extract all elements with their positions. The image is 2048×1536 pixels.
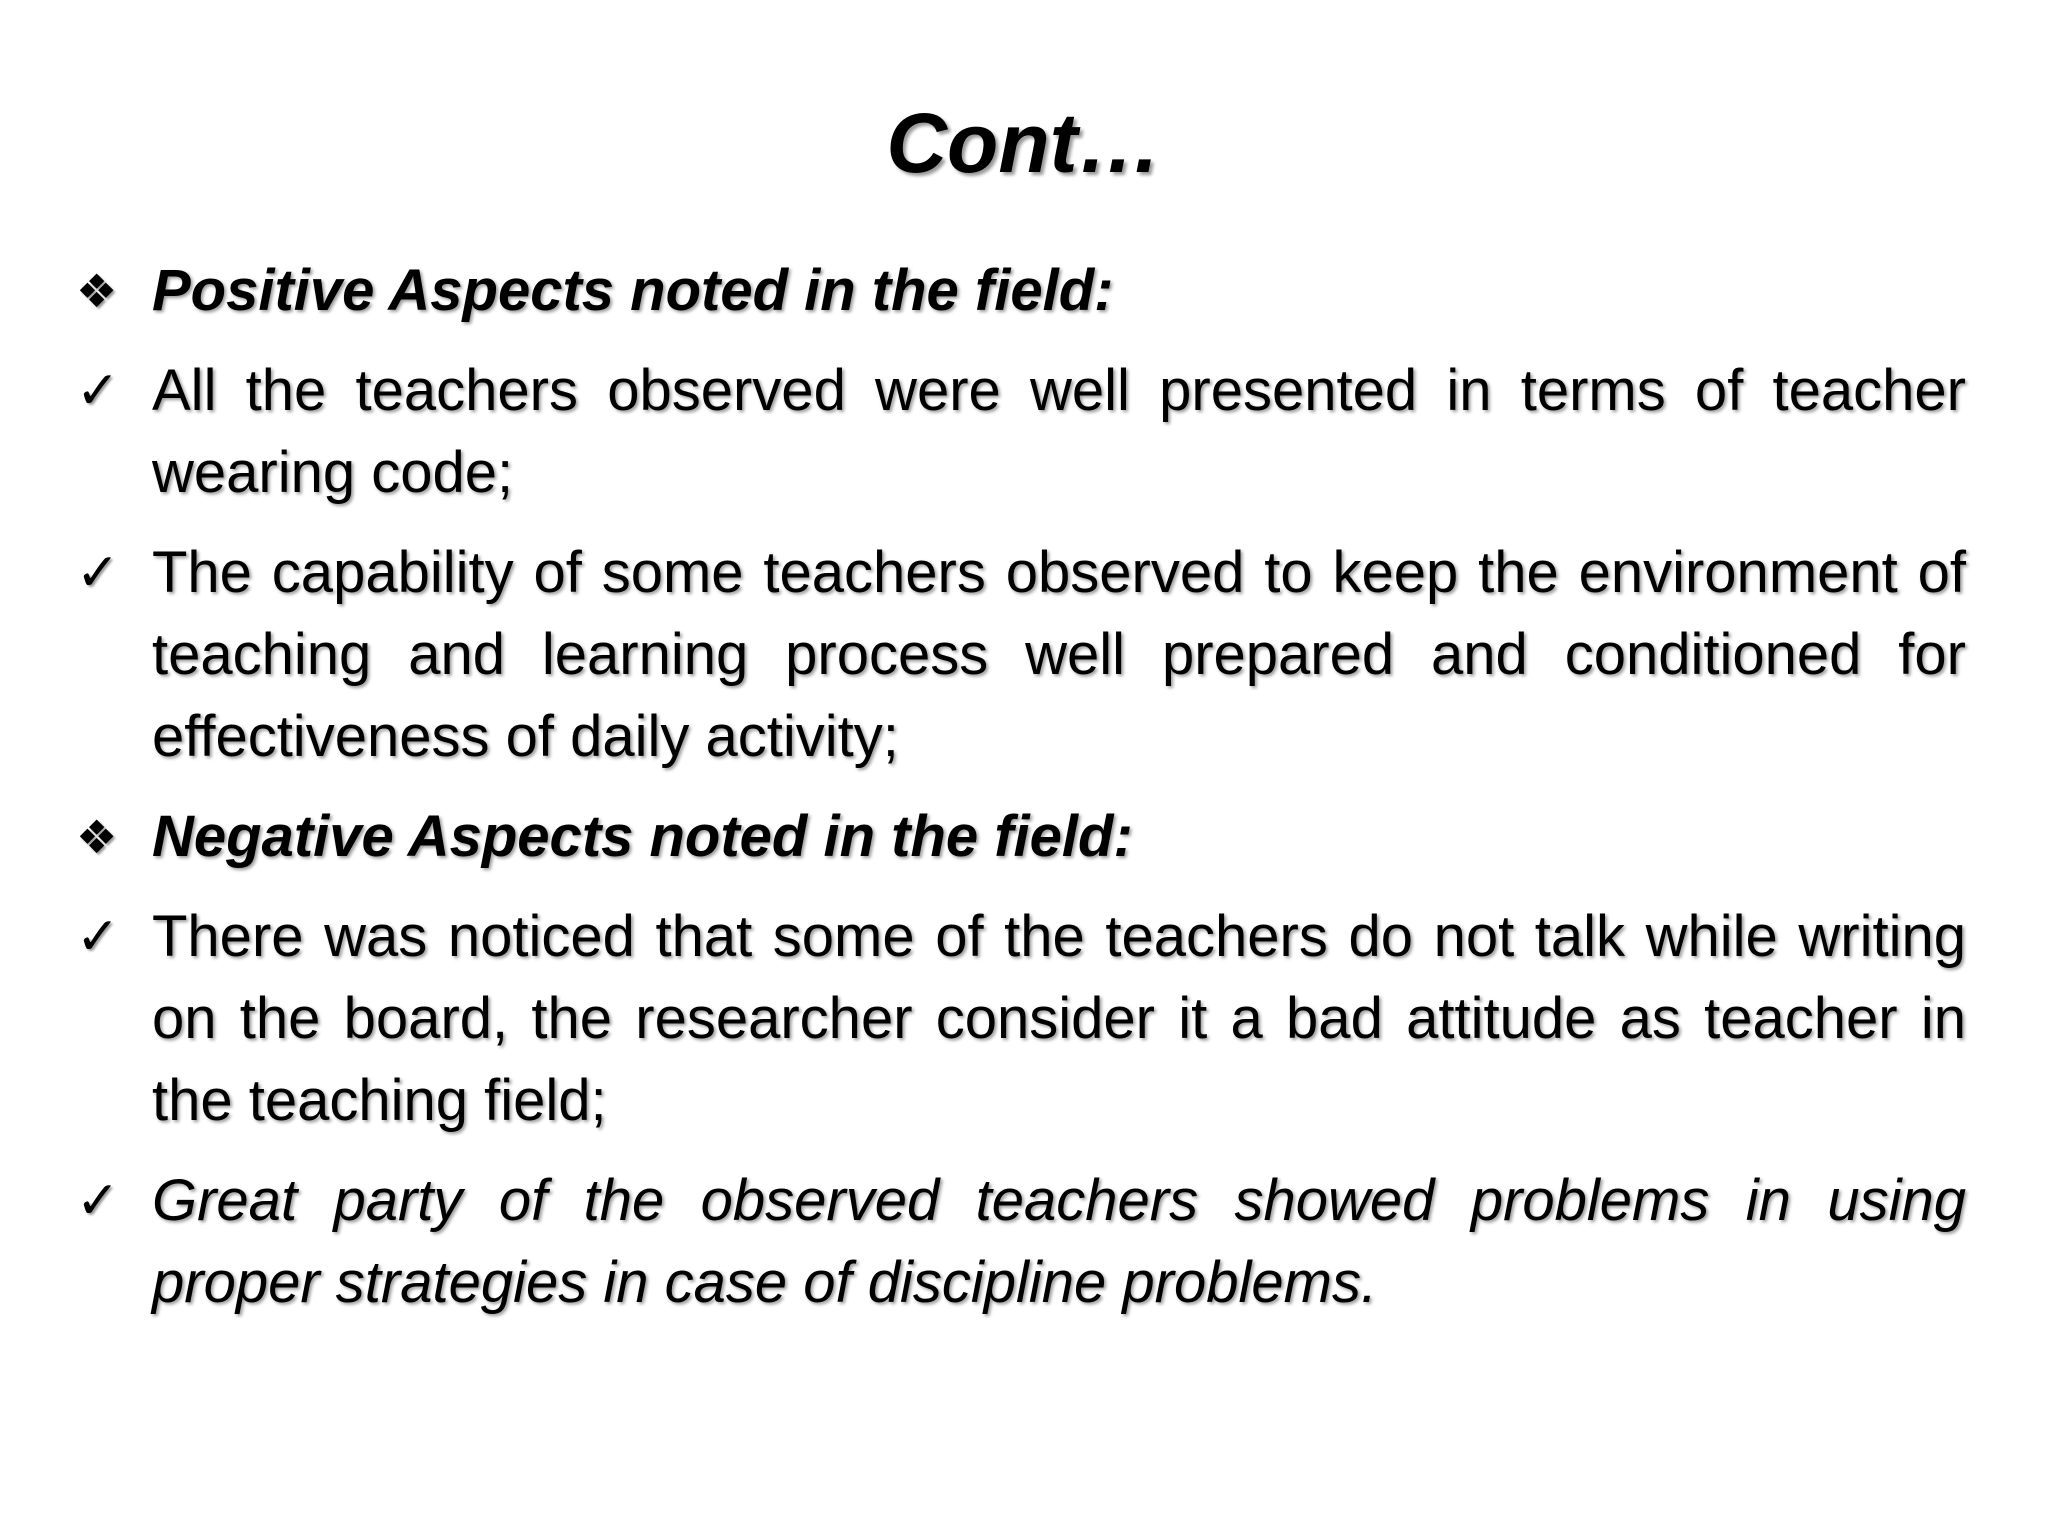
section-heading-text: Negative Aspects noted in the field: <box>152 804 1133 869</box>
diamond-bullet-icon: ❖ <box>76 264 118 318</box>
list-item <box>76 1160 1966 1324</box>
checkmark-icon: ✓ <box>76 361 120 421</box>
section-heading-positive <box>76 250 1966 332</box>
slide-title: Cont… <box>886 96 1162 190</box>
list-item-text: Great party of the observed teachers showed problems in using proper strategies in case of discipline problems. <box>152 1168 1966 1315</box>
checkmark-icon: ✓ <box>76 907 120 967</box>
list-item <box>76 350 1966 514</box>
checkmark-icon: ✓ <box>76 1171 120 1231</box>
list-item-text: There was noticed that some of the teachers do not talk while writing on the board, the researcher consider it a bad attitude as teacher in the teaching field; <box>152 904 1966 1133</box>
list-item-text: The capability of some teachers observed to keep the environment of teaching and learning process well prepared and conditioned for effectiveness of daily activity; <box>152 540 1966 769</box>
list-item <box>76 532 1966 778</box>
list-item-text: All the teachers observed were well presented in terms of teacher wearing code; <box>152 358 1966 505</box>
section-heading-text: Positive Aspects noted in the field: <box>152 258 1114 323</box>
diamond-bullet-icon: ❖ <box>76 810 118 864</box>
checkmark-icon: ✓ <box>76 543 120 603</box>
list-item <box>76 896 1966 1142</box>
section-heading-negative <box>76 796 1966 878</box>
slide-content <box>76 250 1966 1342</box>
